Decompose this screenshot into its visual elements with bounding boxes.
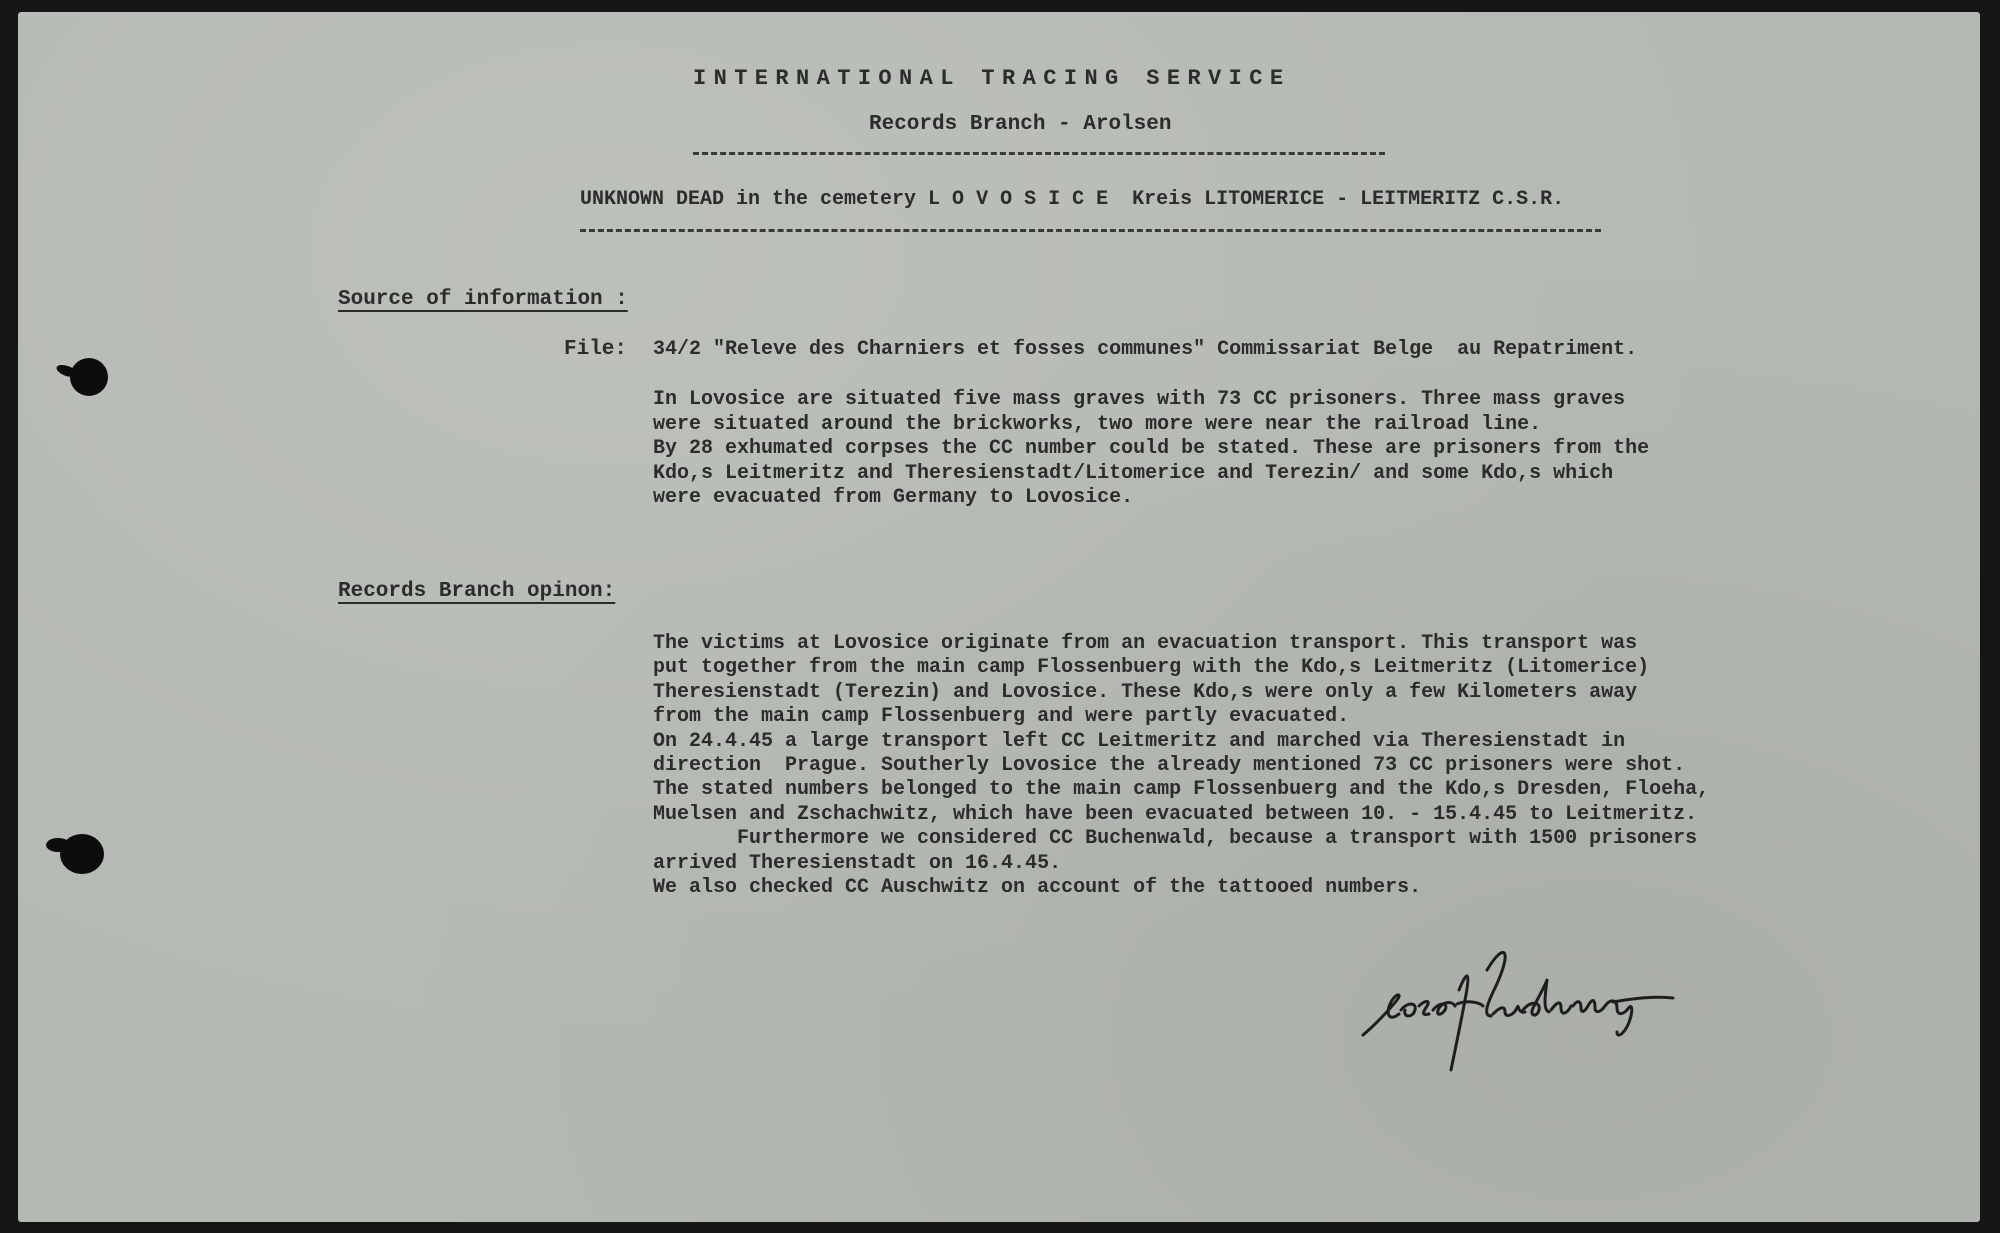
dashed-divider [693, 152, 1385, 155]
source-heading: Source of information : [338, 288, 628, 311]
file-reference: 34/2 "Releve des Charniers et fosses communes" Commissariat Belge au Repatriment. [653, 338, 1638, 361]
organization-title: INTERNATIONAL TRACING SERVICE [693, 66, 1291, 91]
source-paragraph: In Lovosice are situated five mass graves with 73 CC prisoners. Three mass graves were situated around the brickworks, two more were near the railroad line. By 28 exhumated corpses the CC number could be stated. These are prisoners from the Kdo,s Leitmeritz and Theresienstadt/Litomerice and Terezin/ and some Kdo,s which were evacuated from Germany to Lovosice. [653, 388, 1650, 509]
branch-subtitle: Records Branch - Arolsen [869, 113, 1172, 136]
punch-hole [70, 358, 108, 396]
opinion-paragraph: The victims at Lovosice originate from an evacuation transport. This transport was put together from the main camp Flossenbuerg with the Kdo,s Leitmeritz (Litomerice) Theresienstadt (Terezin) and Lovosice. These Kdo,s were only a few Kilometers away from the main camp Flossenbuerg and were partly evacuated. On 24.4.45 a large transport left CC Leitmeritz and marched via Theresienstadt in direction Prague. Southerly Lovosice the already mentioned 73 CC prisoners were shot. The stated numbers belonged to the main camp Flossenbuerg and the Kdo,s Dresden, Floeha, Muelsen and Zschachwitz, which have been evacuated between 10. - 15.4.45 to Leitmeritz. Furthermore we considered CC Buchenwald, because a transport with 1500 prisoners arrived Theresienstadt on 16.4.45. We also checked CC Auschwitz on account of the tattooed numbers. [653, 632, 1710, 900]
dashed-divider [580, 229, 1601, 232]
file-label: File: [564, 338, 628, 361]
handwritten-signature [1355, 940, 1755, 1080]
document-subject: UNKNOWN DEAD in the cemetery L O V O S I C E Kreis LITOMERICE - LEITMERITZ C.S.R. [580, 188, 1565, 211]
opinion-heading: Records Branch opinon: [338, 580, 616, 603]
punch-hole-tear [46, 838, 70, 852]
